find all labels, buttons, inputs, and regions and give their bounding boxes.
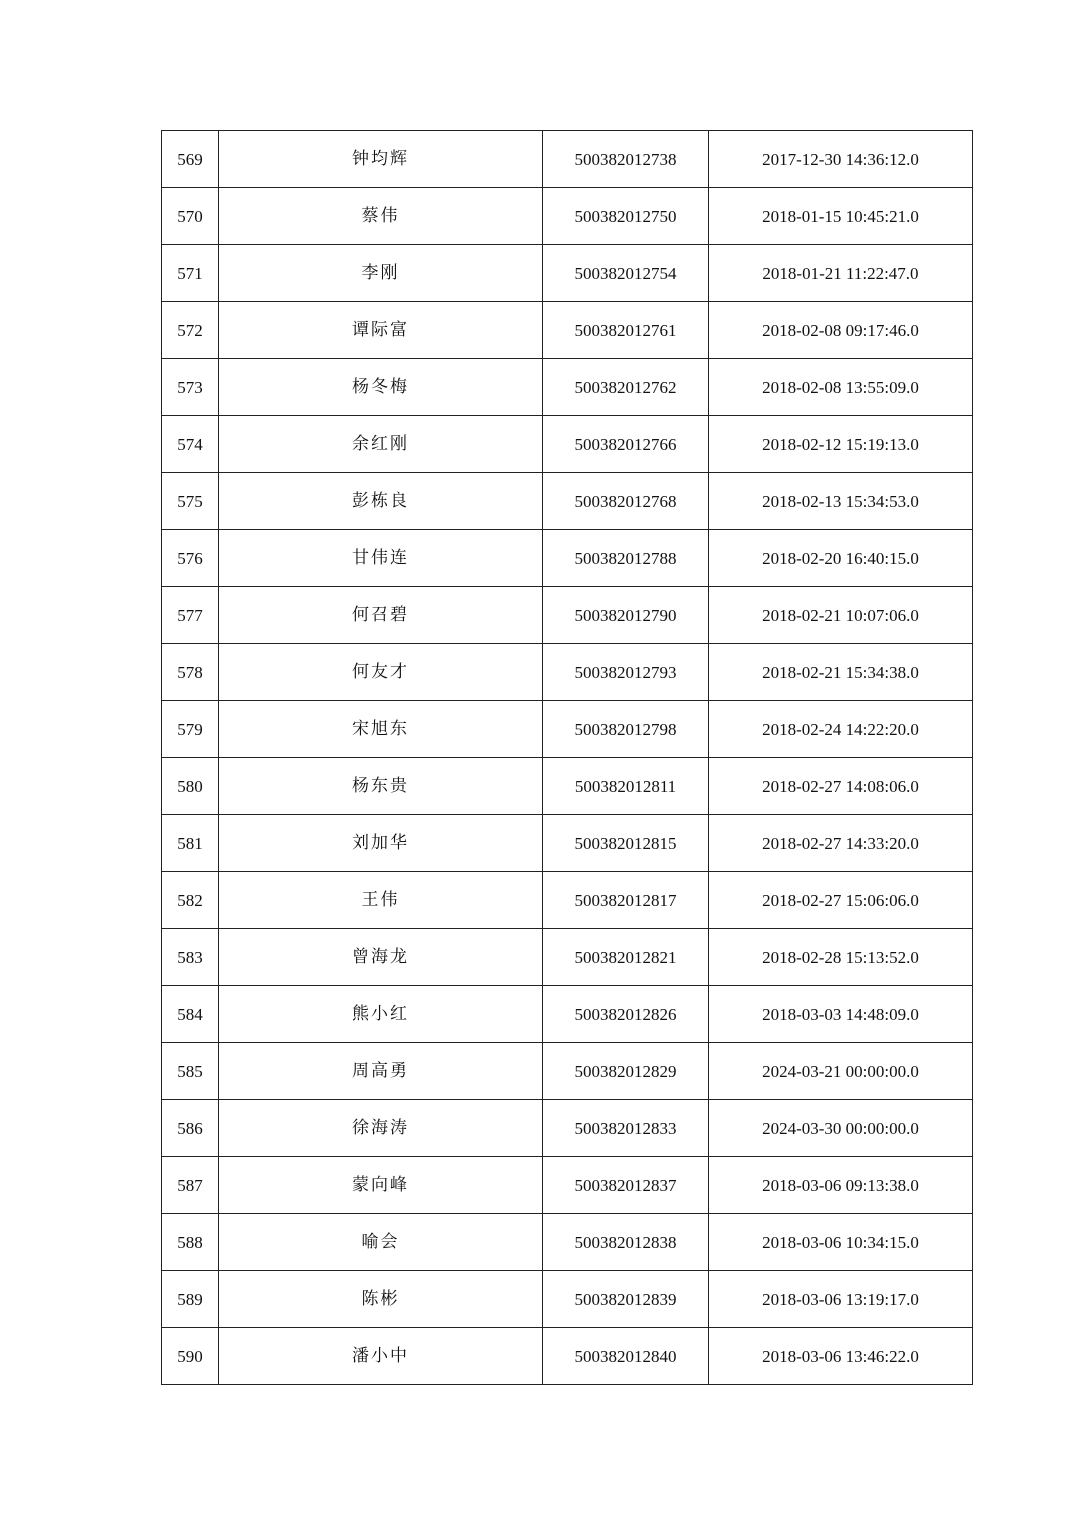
name-cell: 王伟 [219, 872, 543, 929]
table-row [162, 1157, 973, 1214]
time-cell: 2018-02-21 10:07:06.0 [709, 587, 973, 644]
code-cell: 500382012793 [543, 644, 709, 701]
name-cell: 何友才 [219, 644, 543, 701]
time-cell: 2018-02-12 15:19:13.0 [709, 416, 973, 473]
name-cell: 徐海涛 [219, 1100, 543, 1157]
time-cell: 2018-02-08 09:17:46.0 [709, 302, 973, 359]
name-cell: 彭栋良 [219, 473, 543, 530]
table-row [162, 188, 973, 245]
table-row [162, 872, 973, 929]
table-row [162, 986, 973, 1043]
records-table-body [162, 131, 973, 1385]
code-cell: 500382012821 [543, 929, 709, 986]
table-row [162, 644, 973, 701]
index-cell: 580 [162, 758, 219, 815]
name-cell: 杨冬梅 [219, 359, 543, 416]
table-row [162, 416, 973, 473]
index-cell: 573 [162, 359, 219, 416]
code-cell: 500382012762 [543, 359, 709, 416]
name-cell: 甘伟连 [219, 530, 543, 587]
index-cell: 585 [162, 1043, 219, 1100]
code-cell: 500382012768 [543, 473, 709, 530]
index-cell: 587 [162, 1157, 219, 1214]
code-cell: 500382012826 [543, 986, 709, 1043]
index-cell: 574 [162, 416, 219, 473]
name-cell: 周高勇 [219, 1043, 543, 1100]
time-cell: 2018-02-21 15:34:38.0 [709, 644, 973, 701]
code-cell: 500382012754 [543, 245, 709, 302]
code-cell: 500382012815 [543, 815, 709, 872]
time-cell: 2024-03-30 00:00:00.0 [709, 1100, 973, 1157]
table-row [162, 1043, 973, 1100]
time-cell: 2017-12-30 14:36:12.0 [709, 131, 973, 188]
index-cell: 577 [162, 587, 219, 644]
table-row [162, 758, 973, 815]
name-cell: 余红刚 [219, 416, 543, 473]
index-cell: 579 [162, 701, 219, 758]
name-cell: 喻会 [219, 1214, 543, 1271]
code-cell: 500382012838 [543, 1214, 709, 1271]
index-cell: 569 [162, 131, 219, 188]
index-cell: 575 [162, 473, 219, 530]
index-cell: 584 [162, 986, 219, 1043]
table-row [162, 1214, 973, 1271]
time-cell: 2018-02-27 14:08:06.0 [709, 758, 973, 815]
table-row [162, 1328, 973, 1385]
table-row [162, 473, 973, 530]
time-cell: 2018-03-03 14:48:09.0 [709, 986, 973, 1043]
name-cell: 潘小中 [219, 1328, 543, 1385]
table-row [162, 701, 973, 758]
table-row [162, 815, 973, 872]
code-cell: 500382012788 [543, 530, 709, 587]
table-row [162, 587, 973, 644]
code-cell: 500382012837 [543, 1157, 709, 1214]
name-cell: 蒙向峰 [219, 1157, 543, 1214]
time-cell: 2018-02-28 15:13:52.0 [709, 929, 973, 986]
name-cell: 杨东贵 [219, 758, 543, 815]
code-cell: 500382012761 [543, 302, 709, 359]
table-row [162, 1100, 973, 1157]
time-cell: 2018-03-06 10:34:15.0 [709, 1214, 973, 1271]
code-cell: 500382012840 [543, 1328, 709, 1385]
index-cell: 588 [162, 1214, 219, 1271]
name-cell: 宋旭东 [219, 701, 543, 758]
code-cell: 500382012833 [543, 1100, 709, 1157]
code-cell: 500382012839 [543, 1271, 709, 1328]
code-cell: 500382012817 [543, 872, 709, 929]
time-cell: 2018-01-15 10:45:21.0 [709, 188, 973, 245]
name-cell: 钟均辉 [219, 131, 543, 188]
time-cell: 2018-02-08 13:55:09.0 [709, 359, 973, 416]
time-cell: 2018-02-20 16:40:15.0 [709, 530, 973, 587]
time-cell: 2024-03-21 00:00:00.0 [709, 1043, 973, 1100]
time-cell: 2018-02-27 15:06:06.0 [709, 872, 973, 929]
code-cell: 500382012738 [543, 131, 709, 188]
table-row [162, 245, 973, 302]
time-cell: 2018-02-13 15:34:53.0 [709, 473, 973, 530]
time-cell: 2018-02-24 14:22:20.0 [709, 701, 973, 758]
name-cell: 何召碧 [219, 587, 543, 644]
name-cell: 陈彬 [219, 1271, 543, 1328]
code-cell: 500382012750 [543, 188, 709, 245]
index-cell: 586 [162, 1100, 219, 1157]
time-cell: 2018-03-06 13:19:17.0 [709, 1271, 973, 1328]
table-row [162, 359, 973, 416]
time-cell: 2018-03-06 13:46:22.0 [709, 1328, 973, 1385]
index-cell: 570 [162, 188, 219, 245]
index-cell: 572 [162, 302, 219, 359]
index-cell: 578 [162, 644, 219, 701]
name-cell: 谭际富 [219, 302, 543, 359]
code-cell: 500382012790 [543, 587, 709, 644]
name-cell: 熊小红 [219, 986, 543, 1043]
table-row [162, 929, 973, 986]
table-row [162, 302, 973, 359]
name-cell: 曾海龙 [219, 929, 543, 986]
time-cell: 2018-03-06 09:13:38.0 [709, 1157, 973, 1214]
name-cell: 蔡伟 [219, 188, 543, 245]
table-row [162, 1271, 973, 1328]
code-cell: 500382012811 [543, 758, 709, 815]
code-cell: 500382012766 [543, 416, 709, 473]
index-cell: 576 [162, 530, 219, 587]
table-row [162, 530, 973, 587]
name-cell: 刘加华 [219, 815, 543, 872]
index-cell: 589 [162, 1271, 219, 1328]
records-table [161, 130, 973, 1385]
index-cell: 583 [162, 929, 219, 986]
index-cell: 571 [162, 245, 219, 302]
name-cell: 李刚 [219, 245, 543, 302]
code-cell: 500382012798 [543, 701, 709, 758]
code-cell: 500382012829 [543, 1043, 709, 1100]
index-cell: 581 [162, 815, 219, 872]
time-cell: 2018-02-27 14:33:20.0 [709, 815, 973, 872]
index-cell: 590 [162, 1328, 219, 1385]
time-cell: 2018-01-21 11:22:47.0 [709, 245, 973, 302]
table-row [162, 131, 973, 188]
index-cell: 582 [162, 872, 219, 929]
